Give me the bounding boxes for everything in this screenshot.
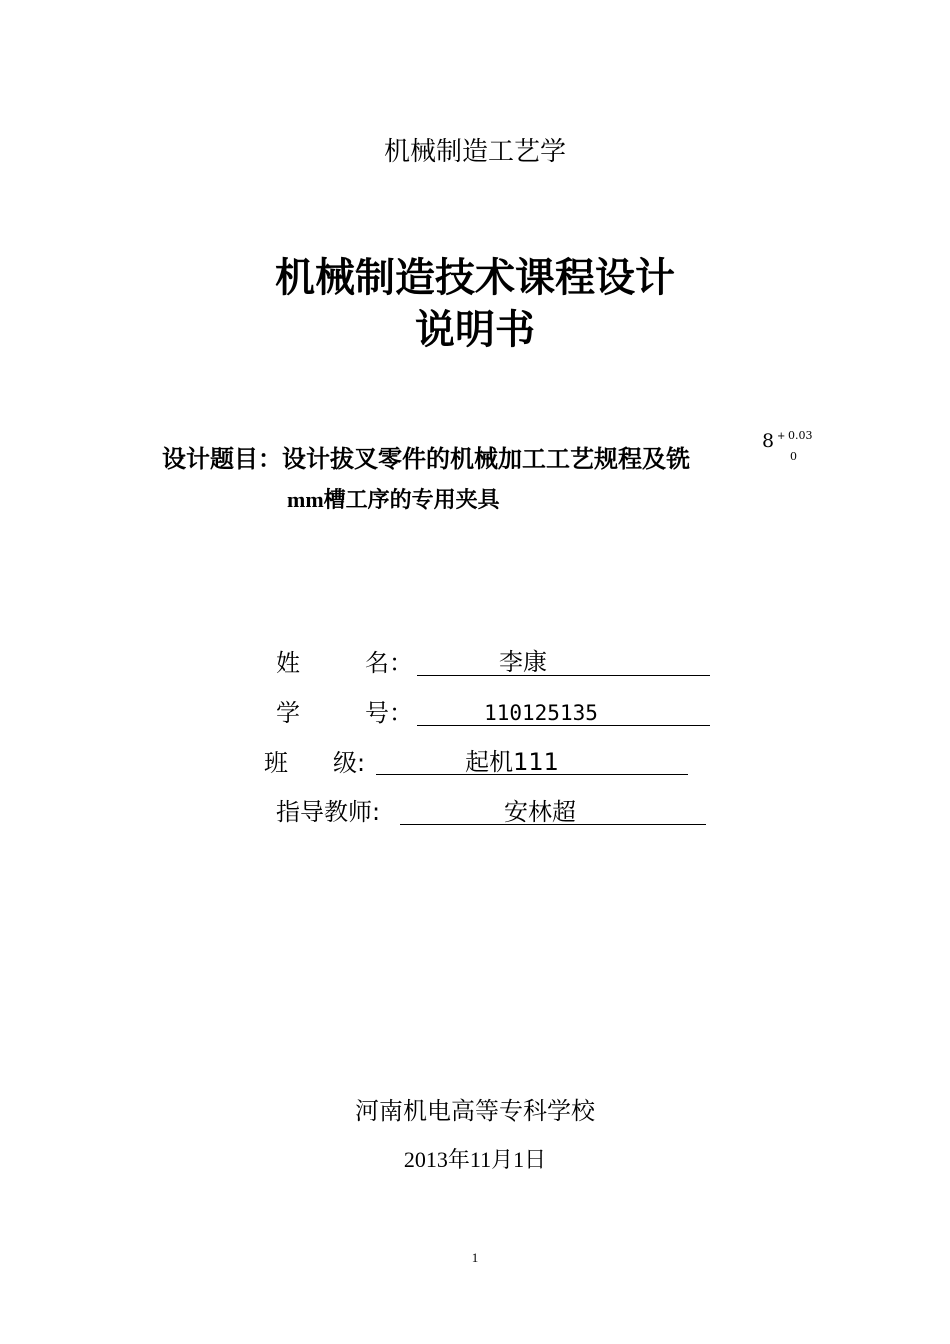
subject-title: 机械制造工艺学 <box>383 137 566 167</box>
page-number: 1 <box>471 1250 479 1265</box>
tolerance-upper-sign: + <box>777 431 786 442</box>
class-label-char1: 班 <box>264 749 288 777</box>
student-id-label-char1: 学 <box>276 699 300 727</box>
document-subtitle: 说明书 <box>415 307 535 353</box>
design-topic-line1: 设计题目：设计拔叉零件的机械加工工艺规程及铣 <box>162 445 690 473</box>
unit-mm: mm <box>287 487 324 512</box>
student-id-value: 110125135 <box>484 701 598 725</box>
design-topic-line2-text: 槽工序的专用夹具 <box>323 488 500 513</box>
name-label-char2: 名： <box>365 649 413 677</box>
class-label-char2: 级: <box>333 749 366 777</box>
student-id-label-char2: 号： <box>365 699 413 727</box>
tolerance-upper: 0.03 <box>788 429 813 442</box>
advisor-value: 安林超 <box>504 798 576 826</box>
name-label-char1: 姓 <box>276 649 300 677</box>
advisor-underline <box>400 824 706 825</box>
tolerance-base: 8 <box>762 430 775 452</box>
school-name: 河南机电高等专科学校 <box>355 1097 595 1125</box>
tolerance-lower: 0 <box>790 450 797 463</box>
class-value: 起机111 <box>465 748 559 776</box>
advisor-label: 指导教师: <box>276 798 381 826</box>
document-title: 机械制造技术课程设计 <box>275 255 675 301</box>
name-underline <box>417 675 710 676</box>
document-date: 2013年11月1日 <box>403 1147 547 1172</box>
student-id-underline <box>417 725 710 726</box>
design-topic-line2 <box>287 486 500 515</box>
class-underline <box>376 774 688 775</box>
name-value: 李康 <box>499 648 547 676</box>
